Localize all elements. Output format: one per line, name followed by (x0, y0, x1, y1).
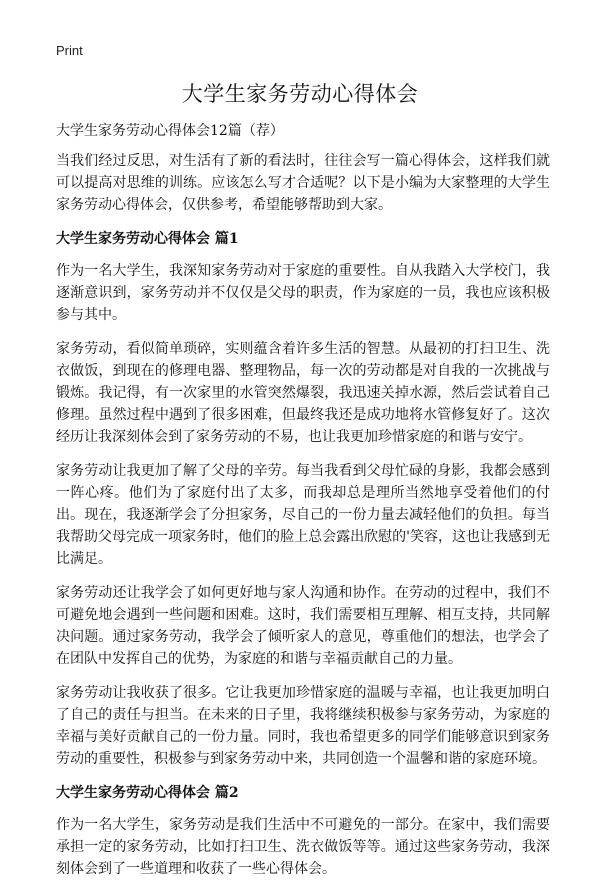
section-1-paragraph-2: 家务劳动，看似简单琐碎，实则蕴含着许多生活的智慧。从最初的打扫卫生、洗衣做饭，到现在的修理电器、整理物品，每一次的劳动都是对自我的一次挑战与锻炼。我记得，有一次家里的水管突然爆裂，我迅速关掉水源，然后尝试着自己修理。虽然过程中遇到了很多困难，但最终我还是成功地将水管修复好了。这次经历让我深刻体会到了家务劳动的不易，也让我更加珍惜家庭的和谐与安宁。 (56, 341, 550, 445)
section-1-paragraph-1: 作为一名大学生，我深知家务劳动对于家庭的重要性。自从我踏入大学校门，我逐渐意识到，家务劳动并不仅仅是父母的职责，作为家庭的一员，我也应该积极参与其中。 (56, 263, 550, 323)
document-subtitle: 大学生家务劳动心得体会12篇（荐） (56, 123, 284, 139)
section-1-paragraph-3: 家务劳动让我更加了解了父母的辛劳。每当我看到父母忙碌的身影，我都会感到一阵心疼。他们为了家庭付出了太多，而我却总是理所当然地享受着他们的付出。现在，我逐渐学会了分担家务，尽自己的一份力量去减轻他们的负担。每当我帮助父母完成一项家务时，他们的脸上总会露出欣慰的'笑容，这也让我感到无比满足。 (56, 463, 550, 567)
document-title: 大学生家务劳动心得体会 (181, 82, 419, 106)
document-body (56, 150, 550, 892)
section-2-paragraph-1: 作为一名大学生，家务劳动是我们生活中不可避免的一部分。在家中，我们需要承担一定的家务劳动，比如打扫卫生、洗衣做饭等等。通过这些家务劳动，我深刻体会到了一些道理和收获了一些心得体会。 (56, 817, 550, 877)
section-heading-1: 大学生家务劳动心得体会 篇1 (56, 231, 239, 247)
section-1-paragraph-5: 家务劳动让我收获了很多。它让我更加珍惜家庭的温暖与幸福，也让我更加明白了自己的责任与担当。在未来的日子里，我将继续积极参与家务劳动，为家庭的幸福与美好贡献自己的一份力量。同时，我也希望更多的同学们能够意识到家务劳动的重要性，积极参与到家务劳动中来，共同创造一个温馨和谐的家庭环境。 (56, 685, 550, 767)
section-1-paragraph-4: 家务劳动还让我学会了如何更好地与家人沟通和协作。在劳动的过程中，我们不可避免地会遇到一些问题和困难。这时，我们需要相互理解、相互支持，共同解决问题。通过家务劳动，我学会了倾听家人的意见，尊重他们的想法，也学会了在团队中发挥自己的优势，为家庭的和谐与幸福贡献自己的力量。 (56, 585, 550, 667)
print-link[interactable]: Print (56, 43, 83, 58)
section-heading-2: 大学生家务劳动心得体会 篇2 (56, 785, 239, 801)
intro-paragraph: 当我们经过反思，对生活有了新的看法时，往往会写一篇心得体会，这样我们就可以提高对思维的训练。应该怎么写才合适呢？以下是小编为大家整理的大学生家务劳动心得体会，仅供参考，希望能够帮助到大家。 (56, 153, 550, 213)
